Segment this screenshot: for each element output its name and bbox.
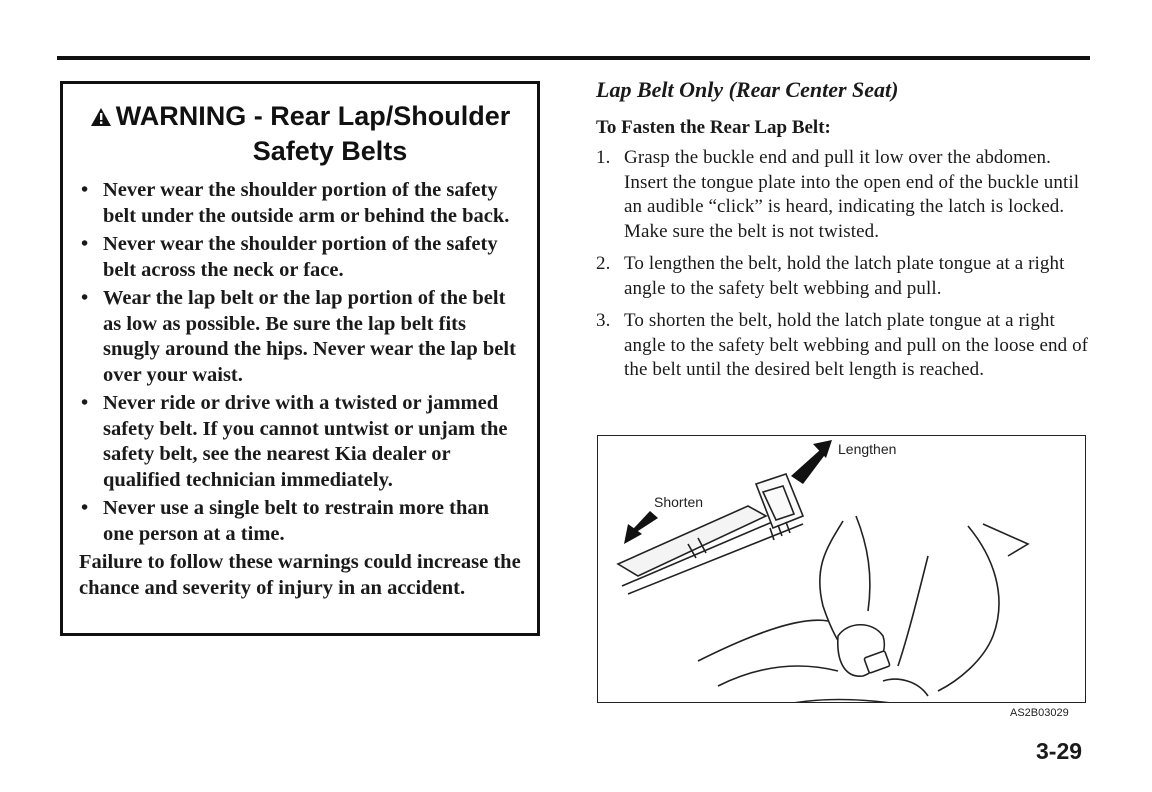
top-rule xyxy=(57,56,1090,60)
sub-heading: To Fasten the Rear Lap Belt: xyxy=(596,117,831,138)
warning-item: • Never wear the shoulder portion of the safety belt under the outside arm or behind the back. xyxy=(81,179,510,227)
instructions-column xyxy=(596,76,1096,391)
step-item: 3. To shorten the belt, hold the latch plate tongue at a right angle to the safety belt webbing and pull on the loose end of the belt until the desired belt length is reached. xyxy=(596,310,1089,380)
page-number: 3-29 xyxy=(1036,738,1083,764)
warning-item: • Wear the lap belt or the lap portion of the belt as low as possible. Be sure the lap belt fits snugly around the hips. Never wear the lap belt over your waist. xyxy=(81,287,516,386)
belt-drawing xyxy=(598,436,1086,703)
warning-footer: Failure to follow these warnings could increase the chance and severity of injury in an accident. xyxy=(79,551,521,599)
warning-item: • Never wear the shoulder portion of the safety belt across the neck or face. xyxy=(81,233,498,281)
belt-illustration xyxy=(597,435,1086,703)
step-item: 2. To lengthen the belt, hold the latch plate tongue at a right angle to the safety belt webbing and pull. xyxy=(596,253,1065,299)
step-item: 1. Grasp the buckle end and pull it low over the abdomen. Insert the tongue plate into the open end of the buckle until an audible “click” is heard, indicating the latch is locked. Make sure the belt is not twisted. xyxy=(596,147,1080,242)
section-heading: Lap Belt Only (Rear Center Seat) xyxy=(596,77,899,102)
warning-item: • Never ride or drive with a twisted or jammed safety belt. If you cannot untwist or unjam the safety belt, see the nearest Kia dealer or qualified technician immediately. xyxy=(81,392,508,491)
figure-code: AS2B03029 xyxy=(1010,707,1069,719)
warning-title-line2: Safety Belts xyxy=(252,136,408,166)
lengthen-label: Lengthen xyxy=(838,441,897,457)
steps-list xyxy=(596,146,1096,383)
warning-triangle-icon xyxy=(90,102,112,135)
shorten-label: Shorten xyxy=(654,494,704,510)
warning-title xyxy=(79,100,521,168)
warning-box xyxy=(60,81,540,636)
warning-title-line1: WARNING - Rear Lap/Shoulder xyxy=(115,101,511,131)
warning-list xyxy=(79,178,521,547)
warning-item: • Never use a single belt to restrain more than one person at a time. xyxy=(81,497,490,545)
